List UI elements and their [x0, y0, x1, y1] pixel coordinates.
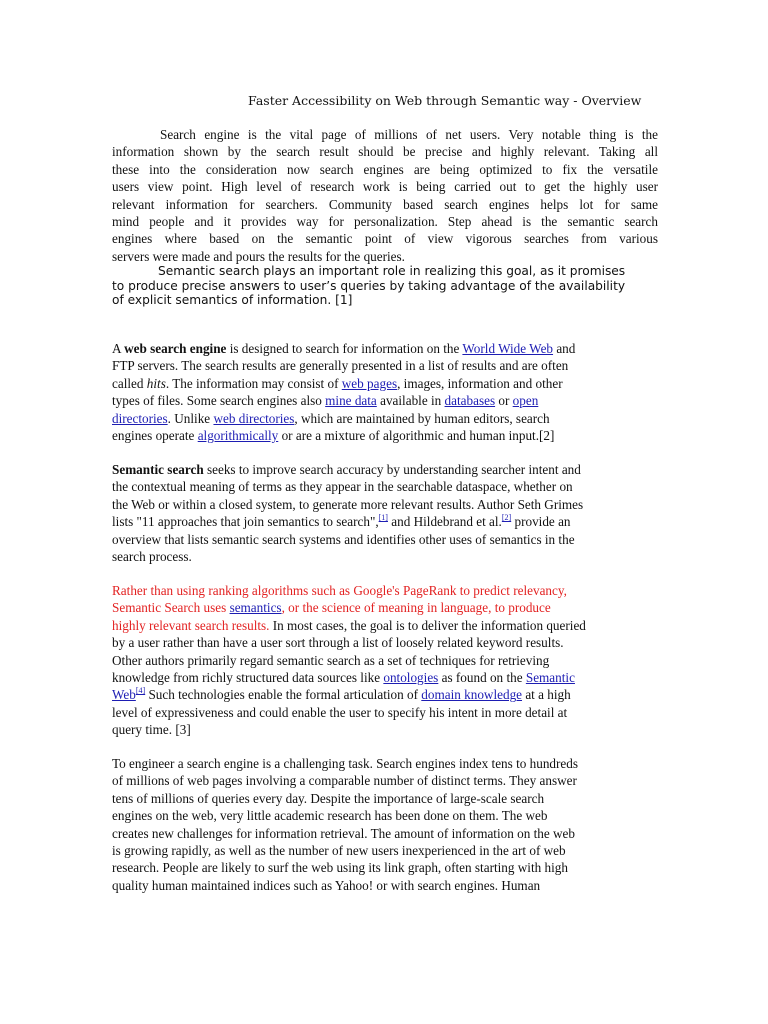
algorithmically-link[interactable]: algorithmically	[197, 428, 279, 444]
rk-line-9: query time. [3]	[112, 722, 191, 738]
intro-line: relevant information for searchers. Community based search engines helps lot for same	[112, 196, 658, 212]
databases-link[interactable]: databases	[444, 393, 496, 409]
rk-line-2: Semantic Search uses semantics, or the science of meaning in language, to produce	[112, 600, 551, 616]
ontologies-link[interactable]: ontologies	[383, 670, 439, 686]
domain-knowledge-link[interactable]: domain knowledge	[421, 687, 523, 703]
rk-line-5: Other authors primarily regard semantic search as a set of techniques for retrieving	[112, 652, 550, 668]
web-directories-link[interactable]: web directories	[213, 410, 295, 426]
ss-line-6: search process.	[112, 549, 192, 565]
wse-line-5: directories. Unlike web directories, which are maintained by human editors, search	[112, 410, 550, 426]
ranking-paragraph	[112, 582, 658, 739]
hits-term: hits	[146, 375, 166, 391]
semantics-link[interactable]: semantics	[229, 600, 282, 616]
ss-line-1: Semantic search seeks to improve search accuracy by understanding searcher intent and	[112, 462, 581, 477]
rk-line-3: highly relevant search results. In most cases, the goal is to deliver the information queried	[112, 617, 586, 633]
rk-line-6: knowledge from richly structured data sources like ontologies as found on the Semantic	[112, 670, 575, 686]
mine-data-link[interactable]: mine data	[325, 393, 377, 409]
ch-line: quality human maintained indices such as Yahoo! or with search engines. Human	[112, 877, 541, 893]
ss-line-3: the Web or within a closed system, to generate more relevant results. Author Seth Grimes	[112, 496, 584, 512]
promise-line: Semantic search plays an important role in realizing this goal, as it promises	[158, 264, 626, 278]
footnote-4-link[interactable]: [4]	[135, 686, 146, 696]
wse-line-2: FTP servers. The search results are generally presented in a list of results and are often	[112, 358, 569, 374]
rk-line-8: level of expressiveness and could enable the user to specify his intent in more detail at	[112, 704, 568, 720]
intro-paragraph	[112, 126, 658, 265]
intro-line: these into the consideration now search engines are being optimized to fix the versatile	[112, 161, 658, 177]
ss-line-5: overview that lists semantic search systems and identifies other uses of semantics in the	[112, 531, 575, 547]
document-title: Faster Accessibility on Web through Semantic way - Overview	[248, 93, 642, 108]
world-wide-web-link[interactable]: World Wide Web	[462, 341, 554, 356]
wse-line-3: called hits. The information may consist of web pages, images, information and other	[112, 375, 563, 391]
web-pages-link[interactable]: web pages	[341, 375, 398, 391]
semantic-promise-paragraph	[112, 264, 652, 308]
intro-line: users view point. High level of research work is being carried out to get the highly user	[112, 179, 658, 195]
ch-line: To engineer a search engine is a challenging task. Search engines index tens to hundreds	[112, 756, 578, 771]
intro-line: engines where based on the semantic point of view vigorous searches from various	[112, 231, 658, 247]
footnote-1-link[interactable]: [1]	[378, 513, 388, 523]
ch-line: creates new challenges for information retrieval. The amount of information on the web	[112, 825, 575, 841]
ch-line: research. People are likely to surf the web using its link graph, often starting with high	[112, 860, 568, 876]
intro-line: mind people and it provides way for personalization. Step ahead is the semantic search	[112, 214, 658, 230]
web-search-engine-term: web search engine	[124, 341, 227, 356]
ss-line-2: the contextual meaning of terms as they appear in the searchable dataspace, whether on	[112, 479, 573, 495]
footnote-2-link[interactable]: [2]	[501, 513, 512, 523]
wse-line-4: types of files. Some search engines also mine data available in databases or open	[112, 393, 539, 409]
rk-line-1: Rather than using ranking algorithms such as Google's PageRank to predict relevancy,	[112, 583, 567, 598]
wse-line-6: engines operate algorithmically or are a mixture of algorithmic and human input.[2]	[112, 428, 555, 444]
ch-line: is growing rapidly, as well as the number of new users inexperienced in the art of web	[112, 843, 566, 859]
ss-line-4: lists "11 approaches that join semantics to search",[1] and Hildebrand et al.[2] provide an	[112, 513, 571, 530]
web-search-engine-paragraph	[112, 340, 658, 444]
semantic-search-term: Semantic search	[112, 462, 204, 477]
intro-line: Search engine is the vital page of millions of net users. Very notable thing is the	[160, 127, 658, 142]
rk-line-7: Web[4] Such technologies enable the formal articulation of domain knowledge at a high	[112, 686, 571, 703]
ch-line: of millions of web pages involving a comparable number of distinct terms. They answer	[112, 773, 577, 789]
ch-line: tens of millions of queries every day. Despite the importance of large-scale search	[112, 790, 545, 806]
open-directories-link-cont[interactable]: directories	[112, 410, 168, 426]
challenge-paragraph	[112, 755, 658, 894]
intro-line: information shown by the search result should be precise and highly relevant. Taking all	[112, 144, 658, 160]
semantic-web-link[interactable]: Semantic	[525, 670, 575, 686]
semantic-web-link-cont[interactable]: Web	[112, 687, 136, 703]
rk-line-4: by a user rather than have a user sort through a list of loosely related keyword results.	[112, 635, 564, 651]
intro-line: servers were made and pours the results for the queries.	[112, 248, 405, 264]
ch-line: engines on the web, very little academic research has been done on them. The web	[112, 808, 548, 824]
wse-line-1: A web search engine is designed to search for information on the World Wide Web and	[112, 341, 576, 356]
promise-line: to produce precise answers to user’s queries by taking advantage of the availability	[112, 278, 626, 293]
promise-line: of explicit semantics of information. [1]	[112, 293, 353, 307]
semantic-search-paragraph	[112, 461, 658, 565]
open-directories-link[interactable]: open	[512, 393, 539, 409]
